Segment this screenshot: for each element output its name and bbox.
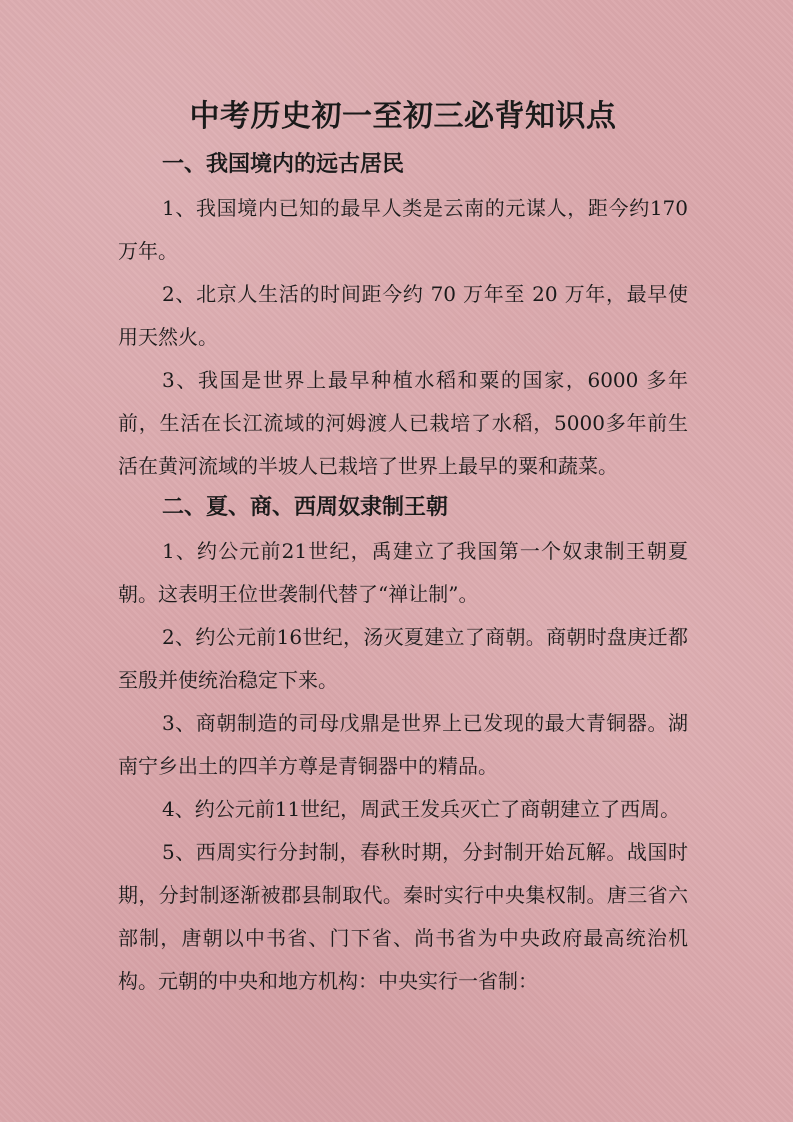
paragraph: 1、约公元前21世纪，禹建立了我国第一个奴隶制王朝夏朝。这表明王位世袭制代替了“禅让制”。 bbox=[118, 539, 688, 606]
paragraph: 2、北京人生活的时间距今约 70 万年至 20 万年，最早使用天然火。 bbox=[118, 282, 688, 349]
section-2 bbox=[118, 488, 688, 1003]
section-heading: 二、夏、商、西周奴隶制王朝 bbox=[162, 494, 449, 520]
section-1 bbox=[118, 145, 688, 488]
paragraph: 5、西周实行分封制，春秋时期，分封制开始瓦解。战国时期，分封制逐渐被郡县制取代。秦时实行中央集权制。唐三省六部制，唐朝以中书省、门下省、尚书省为中央政府最高统治机构。元朝的中央和地方机构：中央实行一省制： bbox=[118, 840, 688, 993]
paragraph: 3、商朝制造的司母戊鼎是世界上已发现的最大青铜器。湖南宁乡出土的四羊方尊是青铜器中的精品。 bbox=[118, 711, 688, 778]
paragraph: 2、约公元前16世纪，汤灭夏建立了商朝。商朝时盘庚迁都至殷并使统治稳定下来。 bbox=[118, 625, 688, 692]
document-page bbox=[118, 95, 688, 1003]
section-heading: 一、我国境内的远古居民 bbox=[162, 151, 405, 177]
paragraph: 1、我国境内已知的最早人类是云南的元谋人，距今约170万年。 bbox=[118, 196, 688, 263]
page-title: 中考历史初一至初三必背知识点 bbox=[189, 99, 617, 134]
paragraph: 3、我国是世界上最早种植水稻和粟的国家，6000 多年前，生活在长江流域的河姆渡人已栽培了水稻，5000多年前生活在黄河流域的半坡人已栽培了世界上最早的粟和蔬菜。 bbox=[118, 368, 688, 478]
paragraph: 4、约公元前11世纪，周武王发兵灭亡了商朝建立了西周。 bbox=[162, 797, 681, 821]
